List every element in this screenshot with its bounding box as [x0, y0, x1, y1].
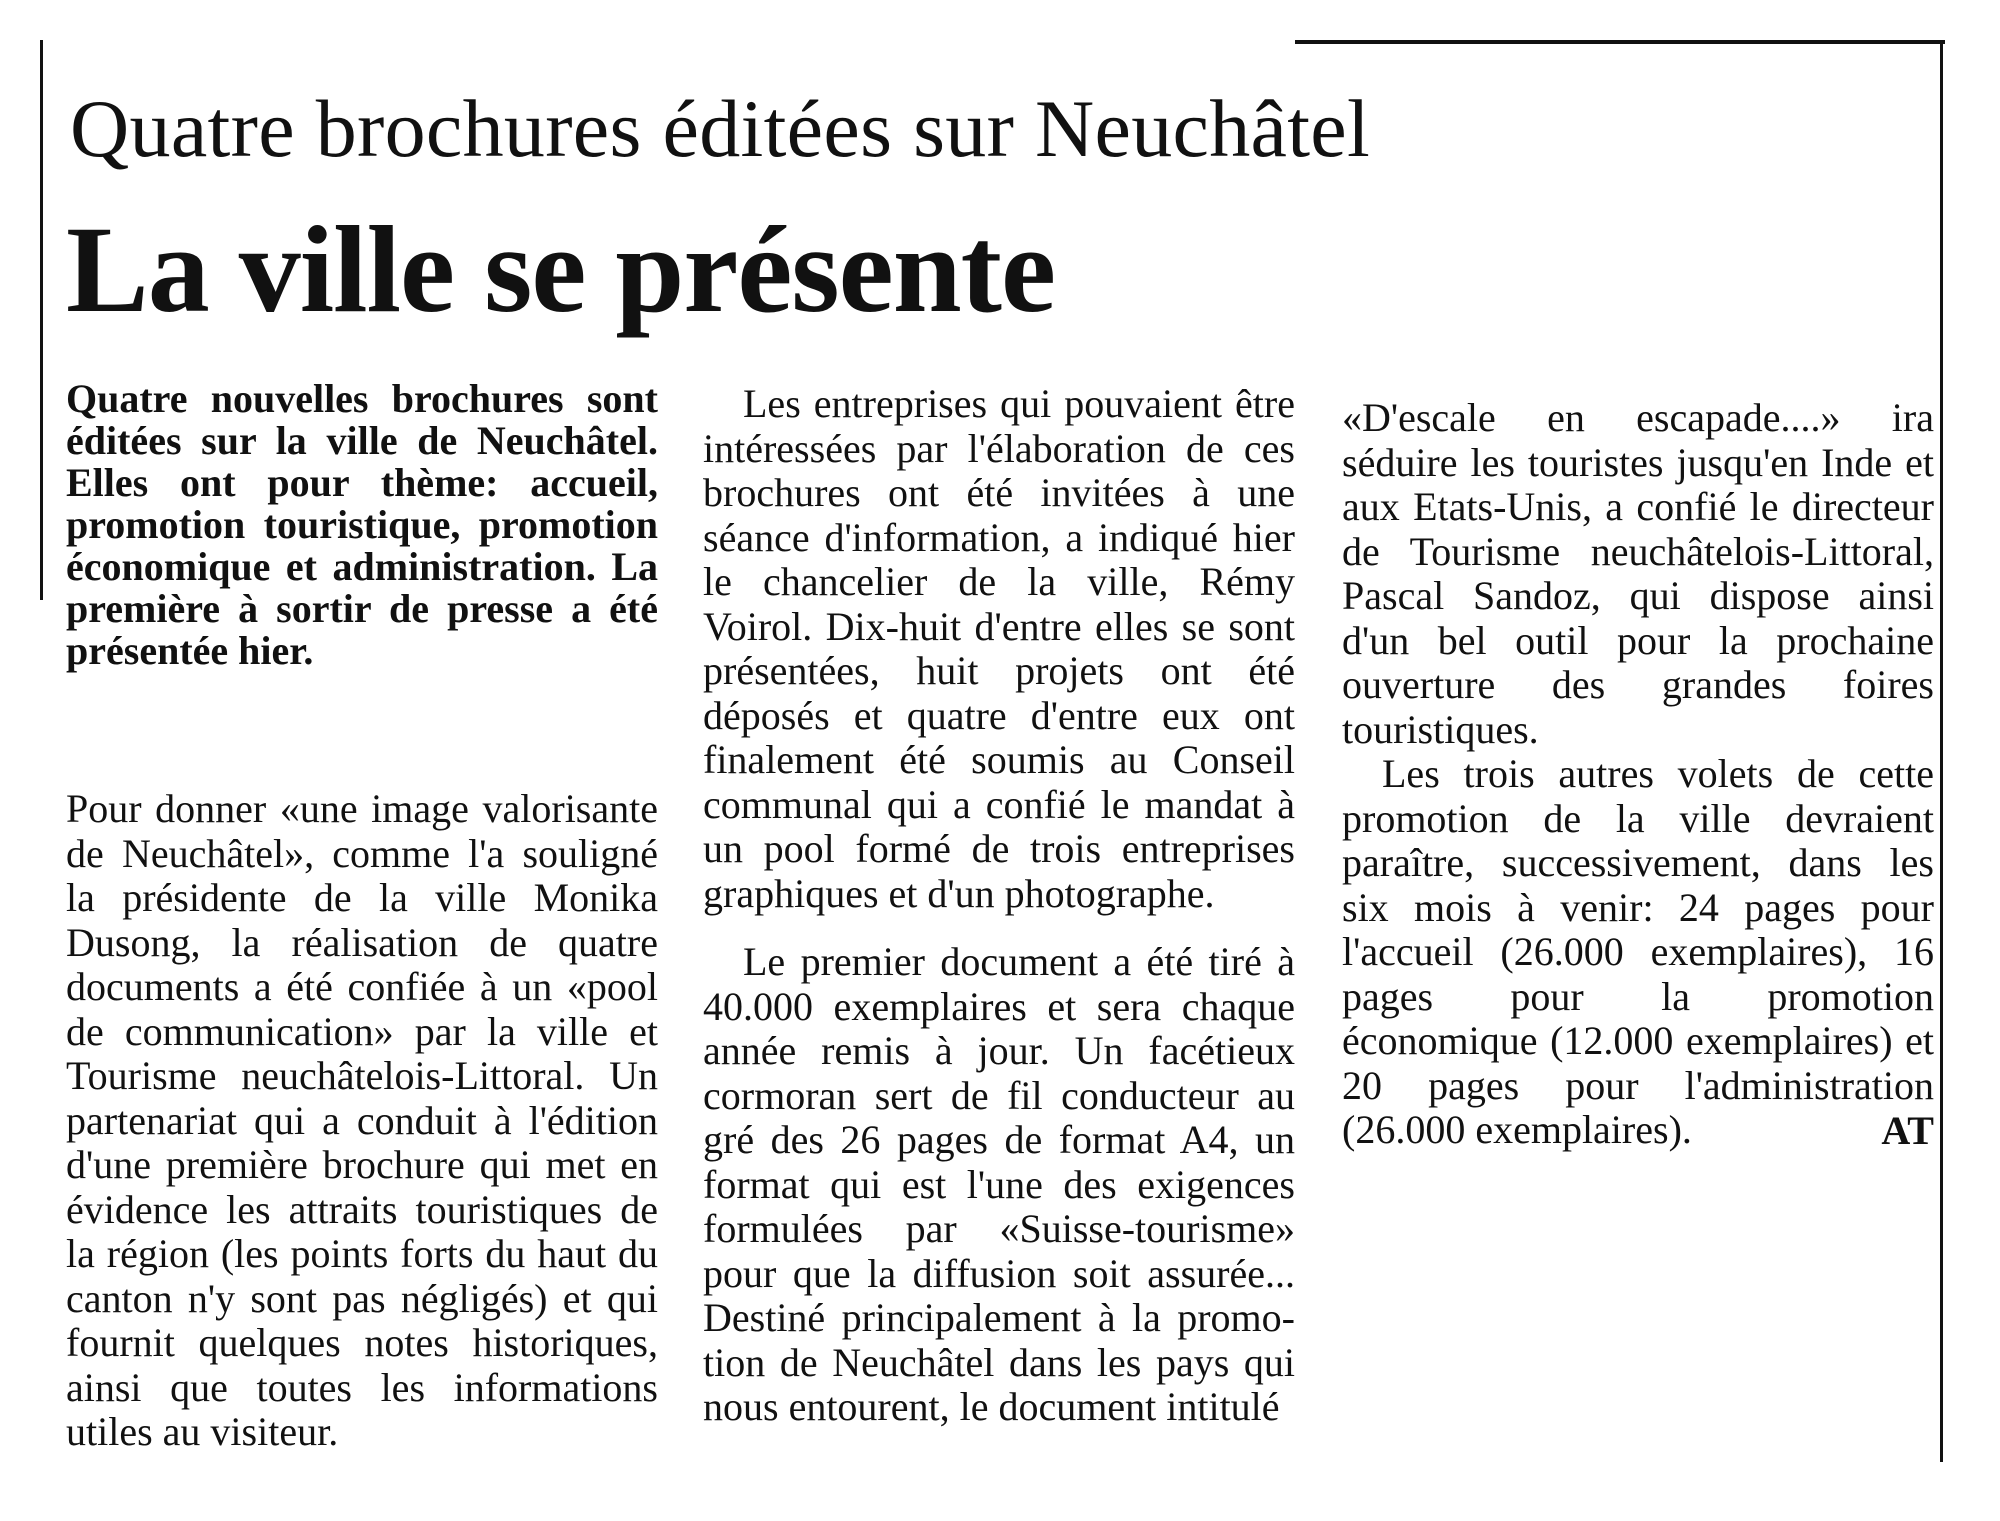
article-signature: AT	[1881, 1107, 1934, 1153]
right-column-rule	[1940, 42, 1943, 1462]
article-paragraph-2: Les entreprises qui pouvaient être intéressées par l'élaboration de ces brochures ont été invitées à une séance d'information, a indiqué hier le chancelier de la ville, Rémy Voirol. Dix-huit d'entre elles se sont présentées, huit projets ont été déposés et quatre d'entre eux ont finalement été soumis au Conseil communal qui a confié le mandat à un pool formé de trois entreprises graphiques et d'un photographe.	[703, 382, 1295, 916]
article-lead: Quatre nouvelles brochures sont éditées sur la ville de Neuchâtel. Elles ont pour thème: accueil, promotion touristique, promotion économique et administration. La première à sortir de presse a été présentée hier.	[66, 378, 658, 673]
article-kicker: Quatre brochures éditées sur Neuchâtel	[70, 83, 1371, 174]
article-headline: La ville se présente	[66, 201, 1056, 338]
article-paragraph-1: Pour donner «une image valorisante de Neuchâtel», comme l'a souligné la présidente de la ville Monika Dusong, la réalisation de quatre documents a été confiée à un «pool de communication» par la ville et Tourisme neuchâtelois-Littoral. Un partenariat qui a conduit à l'édition d'une première brochure qui met en évidence les attraits touristiques de la région (les points forts du haut du canton n'y sont pas négligés) et qui fournit quelques notes historiques, ainsi que toutes les informations utiles au visiteur.	[66, 786, 658, 1454]
article-paragraph-3: Le premier document a été tiré à 40.000 exemplaires et sera chaque année remis à jour. Un facétieux cormoran sert de fil conducteur au gré des 26 pages de format A4, un format qui est l'une des exigences formulées par «Suisse-tourisme» pour que la diffusion soit assurée... Destiné principalement à la promotion de Neuchâtel dans les pays qui nous entourent, le document intitulé	[703, 939, 1295, 1429]
article-paragraph-continued: «D'escale en escapade....» ira séduire les touristes jusqu'en Inde et aux Etats-Unis, a confié le directeur de Tourisme neuchâtelois-Littoral, Pascal Sandoz, qui dispose ainsi d'un bel outil pour la prochaine ouverture des grandes foires touristiques.	[1342, 396, 1934, 752]
left-column-rule	[40, 40, 43, 600]
article-paragraph-4: Les trois autres volets de cette promotion de la ville devraient paraître, successivement, dans les six mois à venir: 24 pages pour l'accueil (26.000 exemplaires), 16 pages pour la promotion économique (12.000 exemplaires) et 20 pages pour l'administration (26.000 exemplaires).	[1342, 751, 1934, 1152]
top-rule	[1295, 40, 1945, 44]
article-column-3	[1342, 396, 1934, 1476]
article-column-1	[66, 378, 658, 1458]
article-column-2	[703, 382, 1295, 1462]
